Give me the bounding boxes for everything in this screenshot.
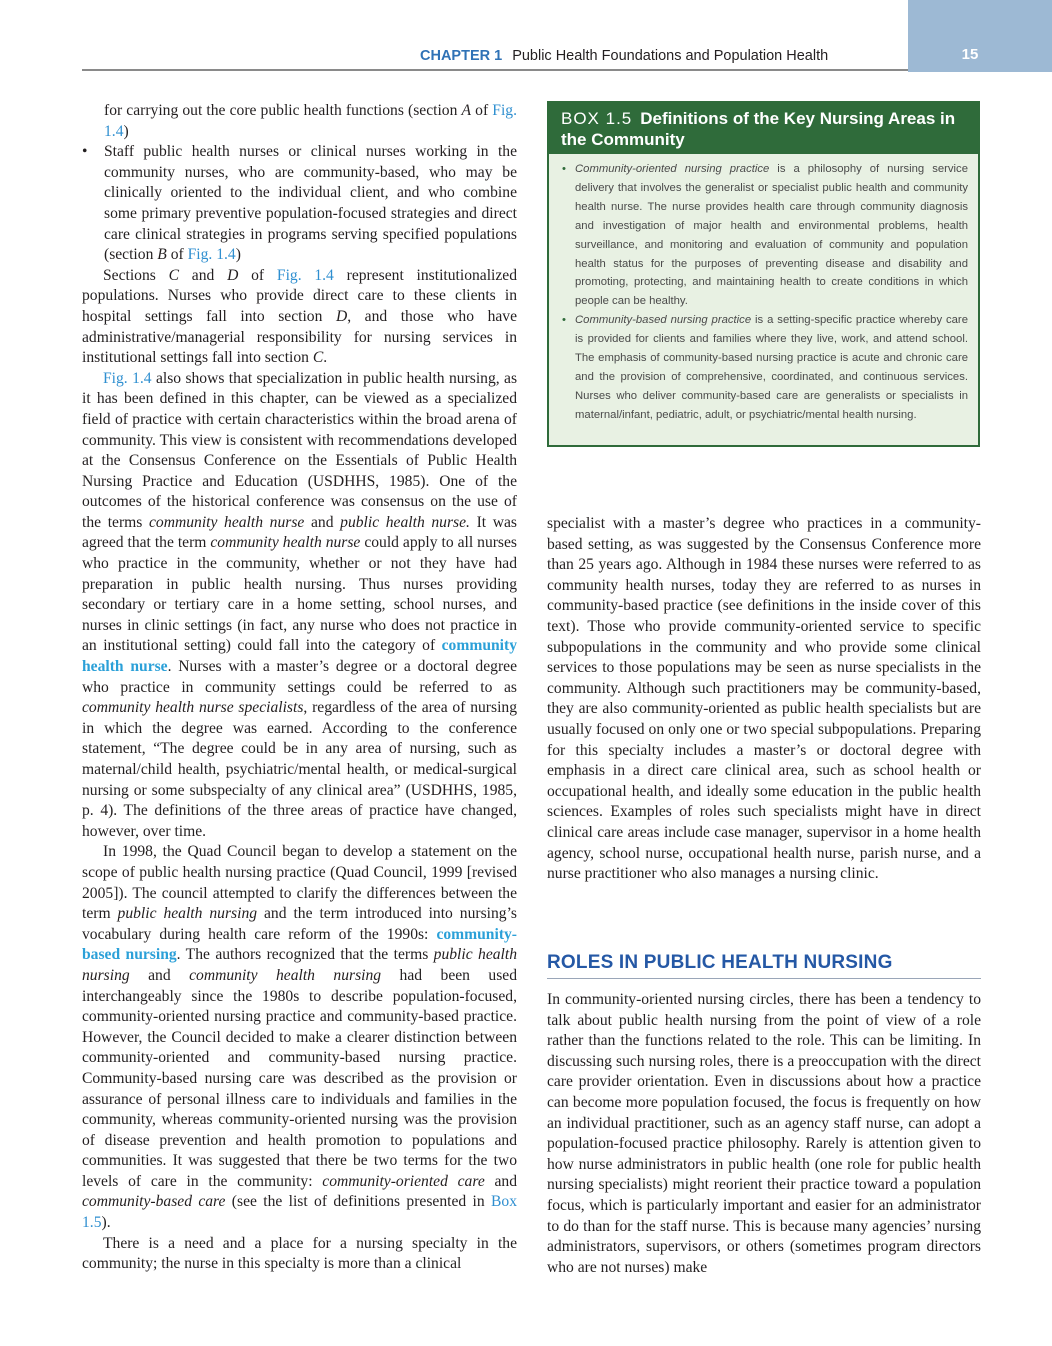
paragraph-quad-council: In 1998, the Quad Council began to develop a statement on the scope of public health nursing practice (Quad Council, 1999 [revised 2005]). The council attempted to clarify the differences between the term public health nursing and the term introduced into nursing’s vocabulary during health care reform of the 1990s: community-based nursing. The authors recognized that the terms public health nursing and community health nursing had been used interchangeably since the 1980s to describe population-focused, community-oriented nursing practice and community-based practice. However, the Council decided to make a clearer distinction between community-oriented and community-based nursing practice. Community-based nursing care was described as the provision or assurance of personal illness care to individuals and families in the community, whereas community-oriented nursing was the provision of disease prevention and health promotion to populations and communities. It was suggested that there be two terms for the two levels of care in the community: community-oriented care and community-based care (see the list of definitions presented in Box 1.5). xyxy=(82,843,518,1232)
box-header xyxy=(549,103,978,154)
page-number: 15 xyxy=(961,46,979,63)
figure-link[interactable]: Fig. 1.4 xyxy=(187,246,236,264)
right-column-bottom xyxy=(547,990,981,1278)
box-item-community-based: • Community-based nursing practice is a setting-specific practice whereby care is provided for clients and families where they live, work, and attend school. The emphasis of community-based nursing practice is acute and chronic care and the provision of comprehensive, coordinated, and continuous services. Nurses who deliver community-based care are generalists or specialists in maternal/infant, pediatric, adult, or psychiatric/mental health nursing. xyxy=(561,311,968,424)
box-number: BOX 1.5 xyxy=(561,109,633,128)
paragraph-specialist-continued: specialist with a master’s degree who practices in a community-based setting, as was suggested by the Consensus Conference more than 25 years ago. Although in 1984 these nurses were referred to as community health nurses, today they are referred to as nurses in community-based practice (see definitions in the inside cover of this text). Those who provide community-oriented service to specific subpopulations in the community and who provide some clinical services to those populations may be seen as nurse specialists in the community. Although such practitioners may be community-based, they are also community-oriented as public health specialists but are usually focused on only one or two special subpopulations. Preparing for this specialty includes a master’s or doctoral degree with emphasis in a direct care clinical area, such as school health or occupational health, and ideally some education in the public health sciences. Examples of roles such specialists might have in direct clinical care areas include case manager, supervisor in a home health agency, school nurse, occupational health nurse, parish nurse, and a nurse practitioner who also manages a nursing clinic. xyxy=(547,515,981,883)
glossary-term-link[interactable]: community health nurse xyxy=(82,637,517,676)
figure-link[interactable]: Fig. 1.4 xyxy=(103,369,152,387)
paragraph-sections: Sections C and D of Fig. 1.4 represent institutionalized populations. Nurses who provide direct care to these clients in hospital settings fall into section D, and those who have administrative/managerial responsibility for nursing services in institutional settings fall into section C. xyxy=(82,266,518,367)
chapter-title: Public Health Foundations and Population Health xyxy=(512,48,829,64)
figure-link[interactable]: Fig. 1.4 xyxy=(104,102,517,140)
chapter-label: CHAPTER 1 xyxy=(420,48,503,64)
bullet-marker: • xyxy=(562,314,566,327)
figure-link[interactable]: Fig. 1.4 xyxy=(276,266,334,284)
bullet-item-staff-nurses: • Staff public health nurses or clinical nurses working in the community nurses, who are community-based, who may be clinically oriented to the individual client, and who combine some primary preventive population-focused strategies and direct care clinical strategies in programs serving specified populations (section B of Fig. 1.4) xyxy=(82,143,517,264)
paragraph-roles: In community-oriented nursing circles, there has been a tendency to talk about public health nursing from the point of view of a role rather than the functions related to the role. This can be limiting. In discussing such nursing roles, there is a preoccupation with the direct care provider orientation. Even in discussions about how a practice can become more population focused, the focus is frequently on how an individual practitioner, such as an agency staff nurse, can adopt a population-focused practice philosophy. Rarely is attention given to how nurse administrators in public health (one role for public health nursing specialists) might reorient their practice toward a population focus, which is particularly important and easier for an administrator to do than for the staff nurse. This is because many agencies’ nursing administrators, supervisors, or others (sometimes program directors who are not nurses) make xyxy=(547,991,981,1276)
paragraph-specialty-need: There is a need and a place for a nursing specialty in the community; the nurse in this specialty is more than a clinical xyxy=(82,1234,517,1273)
box-link[interactable]: Box 1.5 xyxy=(82,1193,517,1232)
paragraph-specialization: Fig. 1.4 also shows that specialization in public health nursing, as it has been defined in this chapter, can be viewed as a specialized field of practice with certain characteristics within the broad arena of community. This view is consistent with recommendations developed at the Consensus Conference on the Essentials of Public Health Nursing Practice and Education (USDHHS, 1985). One of the outcomes of the historical conference was consensus on the use of the terms community health nurse and public health nurse. It was agreed that the term community health nurse could apply to all nurses who practice in the community, whether or not they have had preparation in public health nursing. Thus nurses providing secondary or tertiary care in a home setting, school nurses, and nurses in clinic settings (in fact, any nurse who does not practice in an institutional setting) could fall into the category of community health nurse. Nurses with a master’s degree or a doctoral degree who practice in community settings could be referred to as community health nurse specialists, regardless of the area of nursing in which the degree was earned. According to the conference statement, “The degree could be in any area of nursing, such as maternal/child health, psychiatric/mental health, or medical-surgical nursing or some subspecialty of any clinical area” (USDHHS, 1985, p. 4). The definitions of the three areas of practice have changed, however, over time. xyxy=(82,369,518,840)
section-rule xyxy=(547,978,981,979)
box-item-community-oriented: • Community-oriented nursing practice is a philosophy of nursing service delivery that involves the generalist or specialist public health and community health nurse. The nurse provides health care through community diagnosis and investigation of major health and environmental problems, health surveillance, and monitoring and evaluation of community and population health status for the purposes of preventing disease and disability and promoting, protecting, and maintaining health to create conditions in which people can be healthy. xyxy=(561,160,968,311)
definitions-box xyxy=(547,101,980,447)
section-heading-roles: ROLES IN PUBLIC HEALTH NURSING xyxy=(547,952,893,973)
running-head xyxy=(420,48,828,64)
header-rule xyxy=(82,69,908,71)
bullet-marker: • xyxy=(82,143,88,161)
bullet-marker: • xyxy=(562,163,566,175)
right-column-top xyxy=(547,514,981,885)
box-body xyxy=(549,154,978,425)
left-column xyxy=(82,101,517,1275)
paragraph-continued: for carrying out the core public health functions (section A of Fig. 1.4) xyxy=(104,102,517,140)
box-title: Definitions of the Key Nursing Areas in the Community xyxy=(561,109,956,149)
glossary-term-link[interactable]: community-based nursing xyxy=(82,925,517,964)
